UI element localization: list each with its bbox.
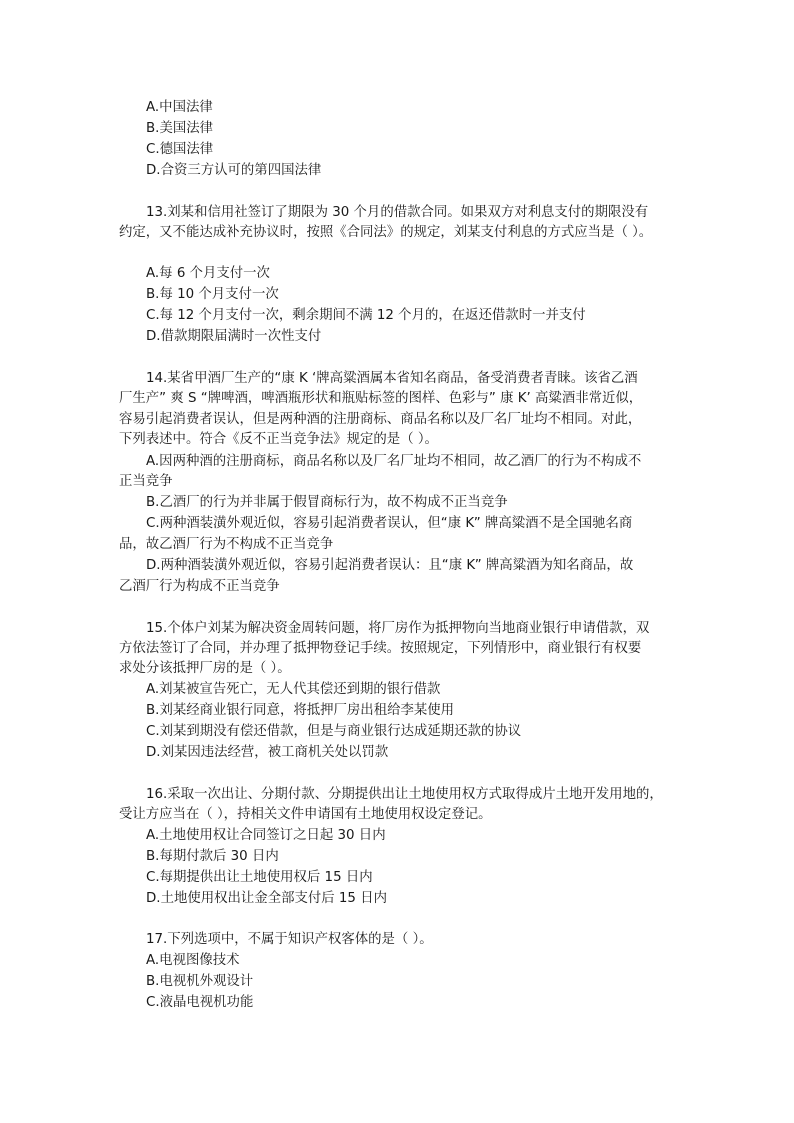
question-17-option-b: B.电视机外观设计 xyxy=(146,974,254,989)
question-13-option-a: A.每 6 个月支付一次 xyxy=(146,266,270,281)
option-d: D.合资三方认可的第四国法律 xyxy=(146,163,322,178)
question-13-option-c: C.每 12 个月支付一次，剩余期间不满 12 个月的，在返还借款时一并支付 xyxy=(146,308,586,323)
question-16-option-a: A.土地使用权让合同签订之日起 30 日内 xyxy=(146,828,386,843)
question-16-stem: 受让方应当在（ ），持相关文件申请国有土地使用权设定登记。 xyxy=(119,807,492,822)
question-14-option-c: C.两种酒装潢外观近似，容易引起消费者误认，但“康 K” 牌高粱酒不是全国驰名商 xyxy=(146,516,633,531)
question-13-stem: 约定，又不能达成补充协议时，按照《合同法》的规定，刘某支付利息的方式应当是（ ）。 xyxy=(119,225,653,240)
question-14-option-d: 乙酒厂行为构成不正当竞争 xyxy=(119,579,280,594)
question-15-option-a: A.刘某被宣告死亡，无人代其偿还到期的银行借款 xyxy=(146,682,441,697)
question-17-option-a: A.电视图像技术 xyxy=(146,953,240,968)
question-14-stem: 厂生产” 爽 S “牌啤酒，啤酒瓶形状和瓶贴标签的图样、色彩与” 康 K’ 高粱酒非常近似， xyxy=(119,391,643,406)
question-14-option-d: D.两种酒装潢外观近似，容易引起消费者误认：且“康 K” 牌高粱酒为知名商品，故 xyxy=(146,558,634,573)
question-15-stem: 方依法签订了合同，并办理了抵押物登记手续。按照规定，下列情形中，商业银行有权要 xyxy=(119,641,642,656)
question-14-stem: 下列表述中。符合《反不正当竞争法》规定的是（ ）。 xyxy=(119,432,438,447)
question-17-stem: 17.下列选项中，不属于知识产权客体的是（ ）。 xyxy=(146,932,433,947)
question-14-option-c: 品，故乙酒厂行为不构成不正当竞争 xyxy=(119,537,334,552)
option-c: C.德国法律 xyxy=(146,142,214,157)
question-15-option-c: C.刘某到期没有偿还借款，但是与商业银行达成延期还款的协议 xyxy=(146,724,522,739)
option-b: B.美国法律 xyxy=(146,121,214,136)
question-16-option-b: B.每期付款后 30 日内 xyxy=(146,849,279,864)
question-14-stem: 14.某省甲酒厂生产的“康 K ‘牌高粱酒属本省知名商品，备受消费者青睐。该省乙酒 xyxy=(146,371,638,386)
question-16-stem: 16.采取一次出让、分期付款、分期提供出让土地使用权方式取得成片土地开发用地的， xyxy=(146,787,663,802)
question-17-option-c: C.液晶电视机功能 xyxy=(146,995,254,1010)
question-15-stem: 15.个体户刘某为解决资金周转问题，将厂房作为抵押物向当地商业银行申请借款，双 xyxy=(146,621,650,636)
question-15-stem: 求处分该抵押厂房的是（ ）。 xyxy=(119,661,291,676)
question-15-option-b: B.刘某经商业银行同意，将抵押厂房出租给李某使用 xyxy=(146,703,455,718)
question-16-option-c: C.每期提供出让土地使用权后 15 日内 xyxy=(146,870,373,885)
question-13-option-b: B.每 10 个月支付一次 xyxy=(146,287,279,302)
question-15-option-d: D.刘某因违法经营，被工商机关处以罚款 xyxy=(146,745,389,760)
question-14-stem: 容易引起消费者误认，但是两种酒的注册商标、商品名称以及厂名厂址均不相同。对此， xyxy=(119,412,642,427)
question-14-option-a: 正当竞争 xyxy=(119,474,173,489)
question-13-stem: 13.刘某和信用社签订了期限为 30 个月的借款合同。如果双方对利息支付的期限没有 xyxy=(146,205,649,220)
question-14-option-b: B.乙酒厂的行为并非属于假冒商标行为，故不构成不正当竞争 xyxy=(146,495,508,510)
question-16-option-d: D.土地使用权出让金全部支付后 15 日内 xyxy=(146,891,387,906)
question-13-option-d: D.借款期限届满时一次性支付 xyxy=(146,329,322,344)
question-14-option-a: A.因两种酒的注册商标，商品名称以及厂名厂址均不相同，故乙酒厂的行为不构成不 xyxy=(146,454,642,469)
option-a: A.中国法律 xyxy=(146,100,213,115)
